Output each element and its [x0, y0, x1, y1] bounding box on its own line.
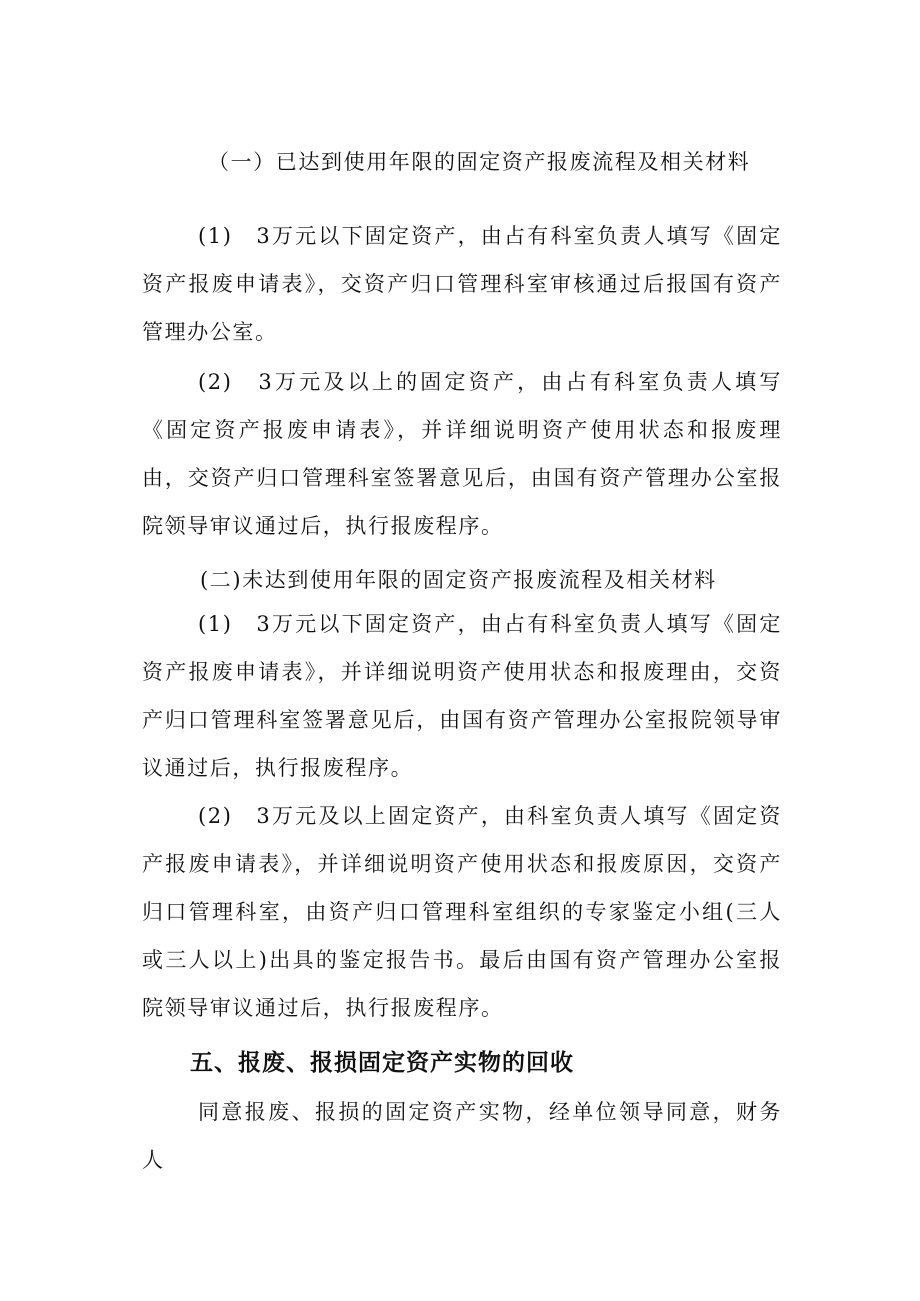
section-one-item-1: (1) 3万元以下固定资产，由占有科室负责人填写《固定资产报废申请表》，交资产归口管理科室审核通过后报国有资产管理办公室。: [142, 224, 782, 344]
section-two-item-1: (1) 3万元以下固定资产，由占有科室负责人填写《固定资产报废申请表》，并详细说明资产使用状态和报废理由，交资产归口管理科室签署意见后，由国有资产管理办公室报院领导审议通过后，执行报废程序。: [142, 612, 782, 780]
section-two-title: (二)未达到使用年限的固定资产报废流程及相关材料: [200, 568, 717, 592]
section-five-paragraph: 同意报废、报损的固定资产实物，经单位领导同意，财务人: [142, 1100, 782, 1172]
section-one-title: （一）已达到使用年限的固定资产报废流程及相关材料: [208, 150, 751, 174]
section-one-item-2: (2) 3万元及以上的固定资产，由占有科室负责人填写《固定资产报废申请表》，并详细说明资产使用状态和报废理由，交资产归口管理科室签署意见后，由国有资产管理办公室报院领导审议通过后，执行报废程序。: [142, 370, 782, 538]
section-two-item-2: (2) 3万元及以上固定资产，由科室负责人填写《固定资产报废申请表》，并详细说明资产使用状态和报废原因，交资产归口管理科室，由资产归口管理科室组织的专家鉴定小组(三人或三人以上)出具的鉴定报告书。最后由国有资产管理办公室报院领导审议通过后，执行报废程序。: [142, 804, 782, 1020]
section-five-heading: 五、报废、报损固定资产实物的回收: [190, 1050, 574, 1076]
